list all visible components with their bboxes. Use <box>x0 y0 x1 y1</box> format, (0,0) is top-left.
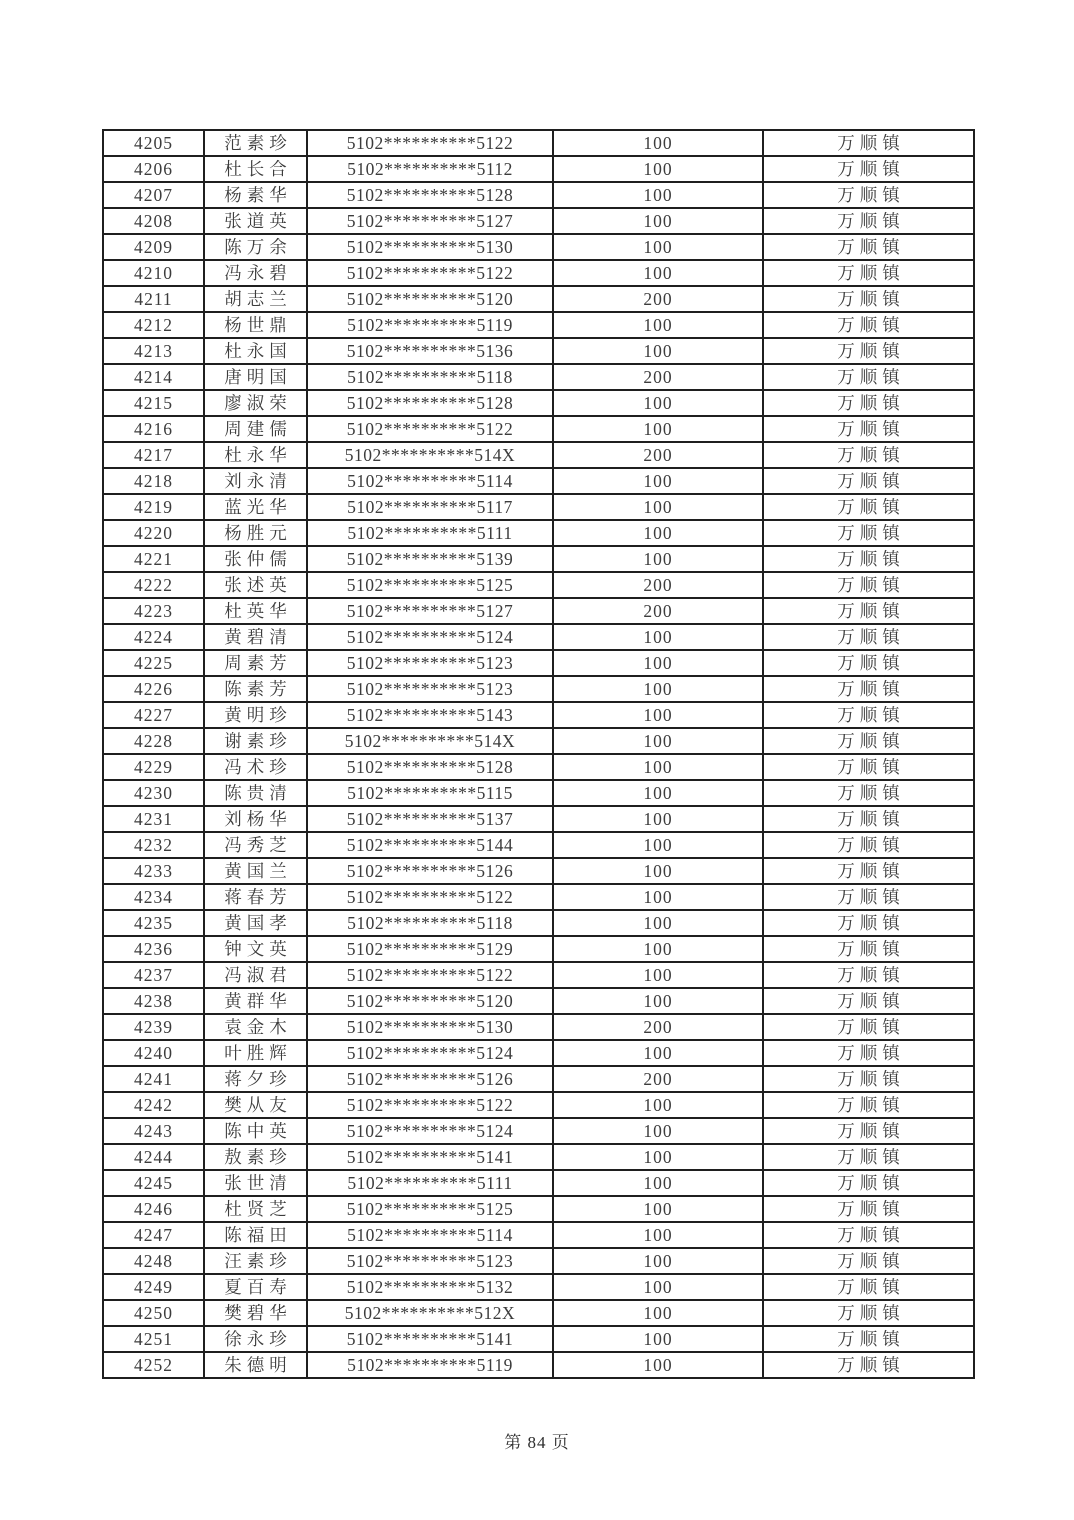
table-row <box>103 286 974 312</box>
table-row <box>103 546 974 572</box>
cell-amount: 100 <box>553 702 763 728</box>
table-row <box>103 416 974 442</box>
cell-name: 杜长合 <box>204 156 307 182</box>
table-row <box>103 858 974 884</box>
cell-amount: 100 <box>553 624 763 650</box>
cell-town: 万顺镇 <box>763 338 974 364</box>
cell-town: 万顺镇 <box>763 208 974 234</box>
table-row <box>103 1014 974 1040</box>
cell-name: 张仲儒 <box>204 546 307 572</box>
cell-name: 黄国孝 <box>204 910 307 936</box>
cell-id: 5102**********5127 <box>307 598 553 624</box>
table-row <box>103 130 974 156</box>
table-row <box>103 208 974 234</box>
cell-amount: 100 <box>553 1118 763 1144</box>
table-row <box>103 728 974 754</box>
cell-amount: 100 <box>553 1092 763 1118</box>
cell-name: 陈贵清 <box>204 780 307 806</box>
cell-name: 廖淑荣 <box>204 390 307 416</box>
cell-town: 万顺镇 <box>763 1118 974 1144</box>
cell-town: 万顺镇 <box>763 1352 974 1378</box>
cell-amount: 100 <box>553 1040 763 1066</box>
cell-serial: 4217 <box>103 442 204 468</box>
cell-town: 万顺镇 <box>763 1014 974 1040</box>
cell-serial: 4231 <box>103 806 204 832</box>
cell-town: 万顺镇 <box>763 858 974 884</box>
cell-name: 黄国兰 <box>204 858 307 884</box>
table-row <box>103 156 974 182</box>
cell-town: 万顺镇 <box>763 442 974 468</box>
cell-id: 5102**********5119 <box>307 312 553 338</box>
cell-name: 樊从友 <box>204 1092 307 1118</box>
cell-id: 5102**********5125 <box>307 572 553 598</box>
cell-id: 5102**********512X <box>307 1300 553 1326</box>
cell-town: 万顺镇 <box>763 416 974 442</box>
cell-id: 5102**********5124 <box>307 1118 553 1144</box>
cell-serial: 4211 <box>103 286 204 312</box>
cell-serial: 4234 <box>103 884 204 910</box>
cell-serial: 4205 <box>103 130 204 156</box>
cell-amount: 100 <box>553 650 763 676</box>
cell-name: 杜贤芝 <box>204 1196 307 1222</box>
cell-name: 杨素华 <box>204 182 307 208</box>
cell-amount: 100 <box>553 494 763 520</box>
cell-name: 冯术珍 <box>204 754 307 780</box>
cell-name: 刘杨华 <box>204 806 307 832</box>
cell-name: 杨胜元 <box>204 520 307 546</box>
cell-name: 杜永国 <box>204 338 307 364</box>
cell-amount: 100 <box>553 546 763 572</box>
cell-serial: 4226 <box>103 676 204 702</box>
cell-name: 徐永珍 <box>204 1326 307 1352</box>
cell-serial: 4209 <box>103 234 204 260</box>
table-row <box>103 1196 974 1222</box>
cell-id: 5102**********5128 <box>307 390 553 416</box>
cell-id: 5102**********5120 <box>307 988 553 1014</box>
cell-amount: 100 <box>553 832 763 858</box>
cell-town: 万顺镇 <box>763 156 974 182</box>
cell-amount: 100 <box>553 910 763 936</box>
cell-town: 万顺镇 <box>763 520 974 546</box>
table-row <box>103 676 974 702</box>
cell-name: 陈素芳 <box>204 676 307 702</box>
cell-name: 冯秀芝 <box>204 832 307 858</box>
cell-town: 万顺镇 <box>763 1066 974 1092</box>
cell-id: 5102**********5111 <box>307 1170 553 1196</box>
cell-id: 5102**********5129 <box>307 936 553 962</box>
cell-amount: 200 <box>553 364 763 390</box>
cell-name: 樊碧华 <box>204 1300 307 1326</box>
cell-serial: 4228 <box>103 728 204 754</box>
table-row <box>103 832 974 858</box>
cell-amount: 100 <box>553 182 763 208</box>
table-row <box>103 494 974 520</box>
cell-id: 5102**********5111 <box>307 520 553 546</box>
table-row <box>103 624 974 650</box>
cell-serial: 4208 <box>103 208 204 234</box>
cell-id: 5102**********5125 <box>307 1196 553 1222</box>
table-row <box>103 1144 974 1170</box>
cell-town: 万顺镇 <box>763 572 974 598</box>
cell-town: 万顺镇 <box>763 806 974 832</box>
roster-table <box>102 129 975 1379</box>
cell-amount: 100 <box>553 1326 763 1352</box>
cell-name: 蒋春芳 <box>204 884 307 910</box>
table-row <box>103 650 974 676</box>
cell-id: 5102**********5114 <box>307 1222 553 1248</box>
cell-id: 5102**********5123 <box>307 650 553 676</box>
cell-serial: 4207 <box>103 182 204 208</box>
cell-serial: 4221 <box>103 546 204 572</box>
cell-amount: 100 <box>553 1170 763 1196</box>
table-row <box>103 1092 974 1118</box>
table-row <box>103 962 974 988</box>
cell-serial: 4229 <box>103 754 204 780</box>
table-row <box>103 312 974 338</box>
cell-town: 万顺镇 <box>763 676 974 702</box>
cell-amount: 200 <box>553 1014 763 1040</box>
table-row <box>103 390 974 416</box>
cell-amount: 100 <box>553 390 763 416</box>
table-row <box>103 1248 974 1274</box>
cell-town: 万顺镇 <box>763 1274 974 1300</box>
cell-id: 5102**********5139 <box>307 546 553 572</box>
cell-serial: 4212 <box>103 312 204 338</box>
cell-serial: 4247 <box>103 1222 204 1248</box>
table-row <box>103 234 974 260</box>
cell-town: 万顺镇 <box>763 286 974 312</box>
cell-name: 黄群华 <box>204 988 307 1014</box>
cell-amount: 200 <box>553 572 763 598</box>
cell-serial: 4236 <box>103 936 204 962</box>
table-row <box>103 182 974 208</box>
table-row <box>103 468 974 494</box>
cell-town: 万顺镇 <box>763 1040 974 1066</box>
cell-id: 5102**********5126 <box>307 858 553 884</box>
cell-amount: 100 <box>553 884 763 910</box>
table-row <box>103 936 974 962</box>
cell-id: 5102**********5144 <box>307 832 553 858</box>
cell-id: 5102**********5127 <box>307 208 553 234</box>
cell-serial: 4244 <box>103 1144 204 1170</box>
cell-id: 5102**********5122 <box>307 260 553 286</box>
cell-town: 万顺镇 <box>763 234 974 260</box>
cell-amount: 100 <box>553 520 763 546</box>
cell-town: 万顺镇 <box>763 1326 974 1352</box>
cell-name: 杨世鼎 <box>204 312 307 338</box>
cell-serial: 4246 <box>103 1196 204 1222</box>
cell-amount: 100 <box>553 1144 763 1170</box>
table-row <box>103 1352 974 1378</box>
page-number-footer: 第 84 页 <box>504 1433 570 1452</box>
cell-id: 5102**********5122 <box>307 1092 553 1118</box>
cell-id: 5102**********514X <box>307 728 553 754</box>
cell-name: 冯永碧 <box>204 260 307 286</box>
cell-name: 周建儒 <box>204 416 307 442</box>
cell-serial: 4235 <box>103 910 204 936</box>
table-row <box>103 1118 974 1144</box>
cell-id: 5102**********5122 <box>307 416 553 442</box>
cell-town: 万顺镇 <box>763 650 974 676</box>
cell-amount: 100 <box>553 988 763 1014</box>
cell-town: 万顺镇 <box>763 312 974 338</box>
cell-id: 5102**********5119 <box>307 1352 553 1378</box>
cell-amount: 100 <box>553 780 763 806</box>
cell-amount: 200 <box>553 598 763 624</box>
cell-amount: 100 <box>553 338 763 364</box>
cell-town: 万顺镇 <box>763 988 974 1014</box>
cell-id: 5102**********5120 <box>307 286 553 312</box>
cell-town: 万顺镇 <box>763 1092 974 1118</box>
cell-serial: 4249 <box>103 1274 204 1300</box>
cell-amount: 100 <box>553 416 763 442</box>
cell-id: 5102**********5128 <box>307 182 553 208</box>
cell-id: 5102**********5122 <box>307 884 553 910</box>
cell-serial: 4239 <box>103 1014 204 1040</box>
cell-id: 5102**********5118 <box>307 364 553 390</box>
cell-town: 万顺镇 <box>763 364 974 390</box>
cell-serial: 4222 <box>103 572 204 598</box>
cell-town: 万顺镇 <box>763 182 974 208</box>
table-row <box>103 1066 974 1092</box>
cell-name: 朱德明 <box>204 1352 307 1378</box>
cell-amount: 200 <box>553 442 763 468</box>
cell-name: 冯淑君 <box>204 962 307 988</box>
cell-town: 万顺镇 <box>763 1144 974 1170</box>
cell-serial: 4241 <box>103 1066 204 1092</box>
cell-id: 5102**********5123 <box>307 676 553 702</box>
table-row <box>103 260 974 286</box>
cell-serial: 4223 <box>103 598 204 624</box>
cell-id: 5102**********5122 <box>307 130 553 156</box>
cell-name: 叶胜辉 <box>204 1040 307 1066</box>
cell-name: 汪素珍 <box>204 1248 307 1274</box>
cell-town: 万顺镇 <box>763 936 974 962</box>
table-row <box>103 520 974 546</box>
cell-amount: 100 <box>553 806 763 832</box>
table-row <box>103 1222 974 1248</box>
cell-amount: 100 <box>553 754 763 780</box>
cell-town: 万顺镇 <box>763 130 974 156</box>
table-row <box>103 1040 974 1066</box>
cell-name: 蒋夕珍 <box>204 1066 307 1092</box>
cell-name: 张述英 <box>204 572 307 598</box>
table-row <box>103 884 974 910</box>
cell-town: 万顺镇 <box>763 390 974 416</box>
cell-town: 万顺镇 <box>763 546 974 572</box>
cell-serial: 4242 <box>103 1092 204 1118</box>
cell-name: 敖素珍 <box>204 1144 307 1170</box>
cell-serial: 4214 <box>103 364 204 390</box>
cell-town: 万顺镇 <box>763 1222 974 1248</box>
cell-name: 陈万余 <box>204 234 307 260</box>
cell-amount: 100 <box>553 936 763 962</box>
cell-name: 杜永华 <box>204 442 307 468</box>
cell-town: 万顺镇 <box>763 728 974 754</box>
cell-id: 5102**********5122 <box>307 962 553 988</box>
cell-serial: 4224 <box>103 624 204 650</box>
cell-name: 蓝光华 <box>204 494 307 520</box>
cell-serial: 4248 <box>103 1248 204 1274</box>
cell-id: 5102**********5117 <box>307 494 553 520</box>
cell-name: 刘永清 <box>204 468 307 494</box>
table-row <box>103 910 974 936</box>
cell-id: 5102**********5132 <box>307 1274 553 1300</box>
cell-town: 万顺镇 <box>763 910 974 936</box>
cell-serial: 4233 <box>103 858 204 884</box>
cell-amount: 100 <box>553 1300 763 1326</box>
cell-id: 5102**********5130 <box>307 1014 553 1040</box>
table-row <box>103 702 974 728</box>
cell-town: 万顺镇 <box>763 754 974 780</box>
cell-amount: 100 <box>553 156 763 182</box>
cell-town: 万顺镇 <box>763 1248 974 1274</box>
cell-serial: 4240 <box>103 1040 204 1066</box>
cell-amount: 100 <box>553 1274 763 1300</box>
cell-serial: 4219 <box>103 494 204 520</box>
cell-id: 5102**********5118 <box>307 910 553 936</box>
cell-name: 杜英华 <box>204 598 307 624</box>
cell-name: 黄明珍 <box>204 702 307 728</box>
cell-serial: 4213 <box>103 338 204 364</box>
cell-id: 5102**********5124 <box>307 1040 553 1066</box>
cell-serial: 4245 <box>103 1170 204 1196</box>
cell-amount: 100 <box>553 208 763 234</box>
cell-name: 张道英 <box>204 208 307 234</box>
table-row <box>103 806 974 832</box>
cell-id: 5102**********5123 <box>307 1248 553 1274</box>
cell-amount: 100 <box>553 234 763 260</box>
cell-id: 5102**********5143 <box>307 702 553 728</box>
cell-serial: 4250 <box>103 1300 204 1326</box>
table-row <box>103 442 974 468</box>
table-row <box>103 754 974 780</box>
cell-amount: 100 <box>553 468 763 494</box>
cell-town: 万顺镇 <box>763 702 974 728</box>
cell-amount: 100 <box>553 260 763 286</box>
cell-amount: 100 <box>553 1196 763 1222</box>
cell-town: 万顺镇 <box>763 1170 974 1196</box>
table-row <box>103 364 974 390</box>
table-row <box>103 1170 974 1196</box>
cell-id: 5102**********5115 <box>307 780 553 806</box>
cell-town: 万顺镇 <box>763 494 974 520</box>
table-row <box>103 572 974 598</box>
cell-amount: 100 <box>553 1248 763 1274</box>
cell-town: 万顺镇 <box>763 598 974 624</box>
cell-amount: 200 <box>553 286 763 312</box>
cell-amount: 200 <box>553 1066 763 1092</box>
cell-name: 袁金木 <box>204 1014 307 1040</box>
table-row <box>103 338 974 364</box>
cell-town: 万顺镇 <box>763 832 974 858</box>
cell-serial: 4220 <box>103 520 204 546</box>
cell-town: 万顺镇 <box>763 260 974 286</box>
cell-id: 5102**********5114 <box>307 468 553 494</box>
table-row <box>103 598 974 624</box>
cell-town: 万顺镇 <box>763 780 974 806</box>
cell-id: 5102**********5128 <box>307 754 553 780</box>
cell-name: 黄碧清 <box>204 624 307 650</box>
cell-id: 5102**********5126 <box>307 1066 553 1092</box>
cell-id: 5102**********5136 <box>307 338 553 364</box>
cell-amount: 100 <box>553 1222 763 1248</box>
cell-serial: 4238 <box>103 988 204 1014</box>
cell-name: 陈中英 <box>204 1118 307 1144</box>
cell-amount: 100 <box>553 1352 763 1378</box>
cell-amount: 100 <box>553 312 763 338</box>
cell-amount: 100 <box>553 962 763 988</box>
cell-serial: 4230 <box>103 780 204 806</box>
roster-table-body <box>103 130 974 1378</box>
cell-name: 范素珍 <box>204 130 307 156</box>
cell-serial: 4218 <box>103 468 204 494</box>
cell-amount: 100 <box>553 130 763 156</box>
cell-name: 唐明国 <box>204 364 307 390</box>
table-row <box>103 988 974 1014</box>
cell-serial: 4232 <box>103 832 204 858</box>
table-row <box>103 1274 974 1300</box>
table-row <box>103 1300 974 1326</box>
cell-id: 5102**********5124 <box>307 624 553 650</box>
cell-amount: 100 <box>553 728 763 754</box>
cell-name: 谢素珍 <box>204 728 307 754</box>
cell-id: 5102**********5141 <box>307 1144 553 1170</box>
cell-name: 张世清 <box>204 1170 307 1196</box>
cell-amount: 100 <box>553 858 763 884</box>
cell-serial: 4252 <box>103 1352 204 1378</box>
cell-town: 万顺镇 <box>763 468 974 494</box>
cell-name: 周素芳 <box>204 650 307 676</box>
cell-name: 夏百寿 <box>204 1274 307 1300</box>
cell-town: 万顺镇 <box>763 884 974 910</box>
cell-serial: 4251 <box>103 1326 204 1352</box>
cell-town: 万顺镇 <box>763 962 974 988</box>
cell-serial: 4225 <box>103 650 204 676</box>
cell-id: 5102**********5137 <box>307 806 553 832</box>
cell-name: 胡志兰 <box>204 286 307 312</box>
cell-serial: 4216 <box>103 416 204 442</box>
cell-town: 万顺镇 <box>763 1196 974 1222</box>
cell-serial: 4206 <box>103 156 204 182</box>
cell-id: 5102**********5112 <box>307 156 553 182</box>
table-row <box>103 780 974 806</box>
cell-name: 钟文英 <box>204 936 307 962</box>
cell-amount: 100 <box>553 676 763 702</box>
cell-serial: 4243 <box>103 1118 204 1144</box>
cell-id: 5102**********5130 <box>307 234 553 260</box>
cell-id: 5102**********514X <box>307 442 553 468</box>
cell-serial: 4210 <box>103 260 204 286</box>
cell-name: 陈福田 <box>204 1222 307 1248</box>
cell-town: 万顺镇 <box>763 1300 974 1326</box>
table-row <box>103 1326 974 1352</box>
cell-serial: 4215 <box>103 390 204 416</box>
cell-id: 5102**********5141 <box>307 1326 553 1352</box>
cell-serial: 4237 <box>103 962 204 988</box>
cell-town: 万顺镇 <box>763 624 974 650</box>
cell-serial: 4227 <box>103 702 204 728</box>
